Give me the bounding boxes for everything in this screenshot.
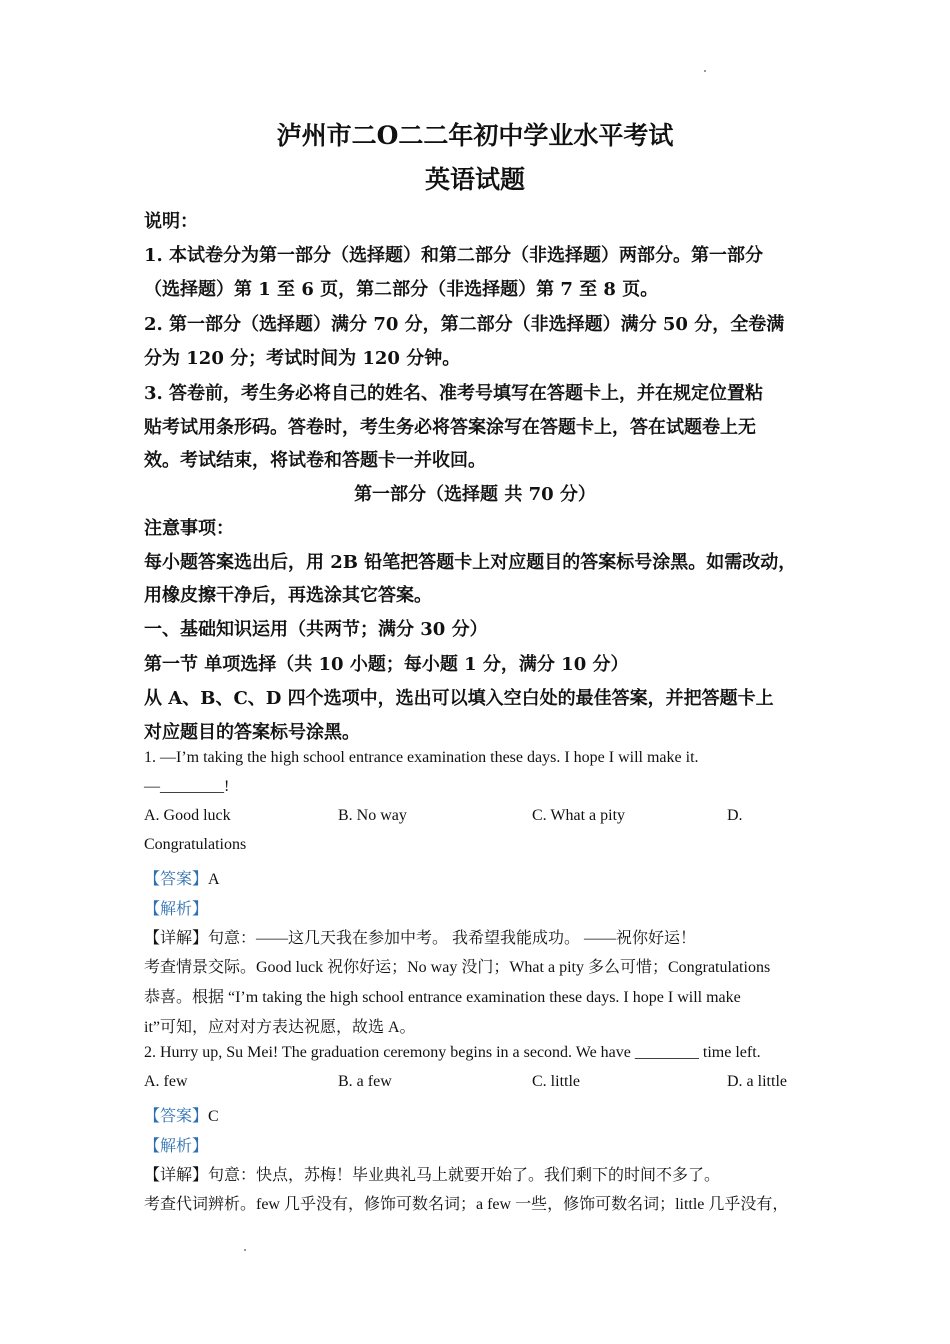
direction-line: 对应题目的答案标号涂黑。 [144, 722, 360, 743]
option-d-continued: Congratulations [144, 836, 247, 853]
instructions-heading: 说明： [144, 211, 198, 232]
instruction-line: 效。考试结束，将试卷和答题卡一并收回。 [144, 450, 486, 471]
explanation-line: 考查代词辨析。few 几乎没有，修饰可数名词；a few 一些，修饰可数名词；little 几乎没有， [144, 1196, 789, 1213]
instruction-line: 1. 本试卷分为第一部分（选择题）和第二部分（非选择题）两部分。第一部分 [144, 245, 764, 266]
option-b: B. No way [338, 807, 407, 824]
exam-title: 泸州市二O二二年初中学业水平考试 [276, 121, 674, 150]
option-a: A. Good luck [144, 807, 231, 824]
question-2-stem: 2. Hurry up, Su Mei! The graduation ceremony begins in a second. We have ________ time left. [144, 1044, 761, 1061]
analysis-label: 【解析】 [144, 901, 209, 918]
explanation-line: it”可知，应对对方表达祝愿，故选 A。 [144, 1019, 416, 1036]
instruction-line: 分为 120 分；考试时间为 120 分钟。 [144, 348, 461, 369]
answer-value: C [208, 1108, 219, 1125]
section-heading: 一、基础知识运用（共两节；满分 30 分） [144, 619, 488, 640]
part1-heading: 第一部分（选择题 共 70 分） [354, 484, 596, 505]
answer-line [144, 866, 220, 889]
answer-label: 【答案】 [144, 1108, 209, 1125]
detail-line: 【详解】句意：快点，苏梅！毕业典礼马上就要开始了。我们剩下的时间不多了。 [144, 1167, 721, 1184]
explanation-line: 考查情景交际。Good luck 祝你好运；No way 没门；What a pity 多么可惜；Congratulations [144, 959, 771, 976]
question-1-stem: 1. —I’m taking the high school entrance examination these days. I hope I will make it. [144, 749, 699, 766]
question-1-blank: —________! [144, 778, 230, 795]
instruction-line: 2. 第一部分（选择题）满分 70 分，第二部分（非选择题）满分 50 分，全卷满 [144, 314, 785, 335]
answer-line [144, 1103, 219, 1126]
option-c: C. little [532, 1073, 580, 1090]
instruction-line: 3. 答卷前，考生务必将自己的姓名、准考号填写在答题卡上，并在规定位置粘 [144, 383, 764, 404]
notice-line: 每小题答案选出后，用 2B 铅笔把答题卡上对应题目的答案标号涂黑。如需改动， [144, 552, 797, 573]
subsection-heading: 第一节 单项选择（共 10 小题；每小题 1 分，满分 10 分） [144, 654, 629, 675]
option-c: C. What a pity [532, 807, 626, 824]
exam-subtitle: 英语试题 [424, 165, 525, 194]
answer-value: A [208, 871, 220, 888]
answer-label: 【答案】 [144, 871, 209, 888]
direction-line: 从 A、B、C、D 四个选项中，选出可以填入空白处的最佳答案，并把答题卡上 [144, 688, 774, 709]
instruction-line: 贴考试用条形码。答卷时，考生务必将答案涂写在答题卡上，答在试题卷上无 [144, 417, 756, 438]
scan-dot [244, 1249, 246, 1251]
scan-dot [704, 70, 706, 72]
instruction-line: （选择题）第 1 至 6 页，第二部分（非选择题）第 7 至 8 页。 [144, 279, 659, 300]
option-d: D. a little [727, 1073, 787, 1090]
notice-line: 用橡皮擦干净后，再选涂其它答案。 [144, 585, 432, 606]
option-a: A. few [144, 1073, 188, 1090]
option-b: B. a few [338, 1073, 392, 1090]
detail-line: 【详解】句意：——这几天我在参加中考。 我希望我能成功。 ——祝你好运！ [144, 930, 697, 947]
notice-heading: 注意事项： [144, 518, 234, 539]
explanation-line: 恭喜。根据 “I’m taking the high school entrance examination these days. I hope I will make [144, 989, 741, 1006]
option-d: D. [727, 807, 743, 824]
analysis-label: 【解析】 [144, 1138, 209, 1155]
